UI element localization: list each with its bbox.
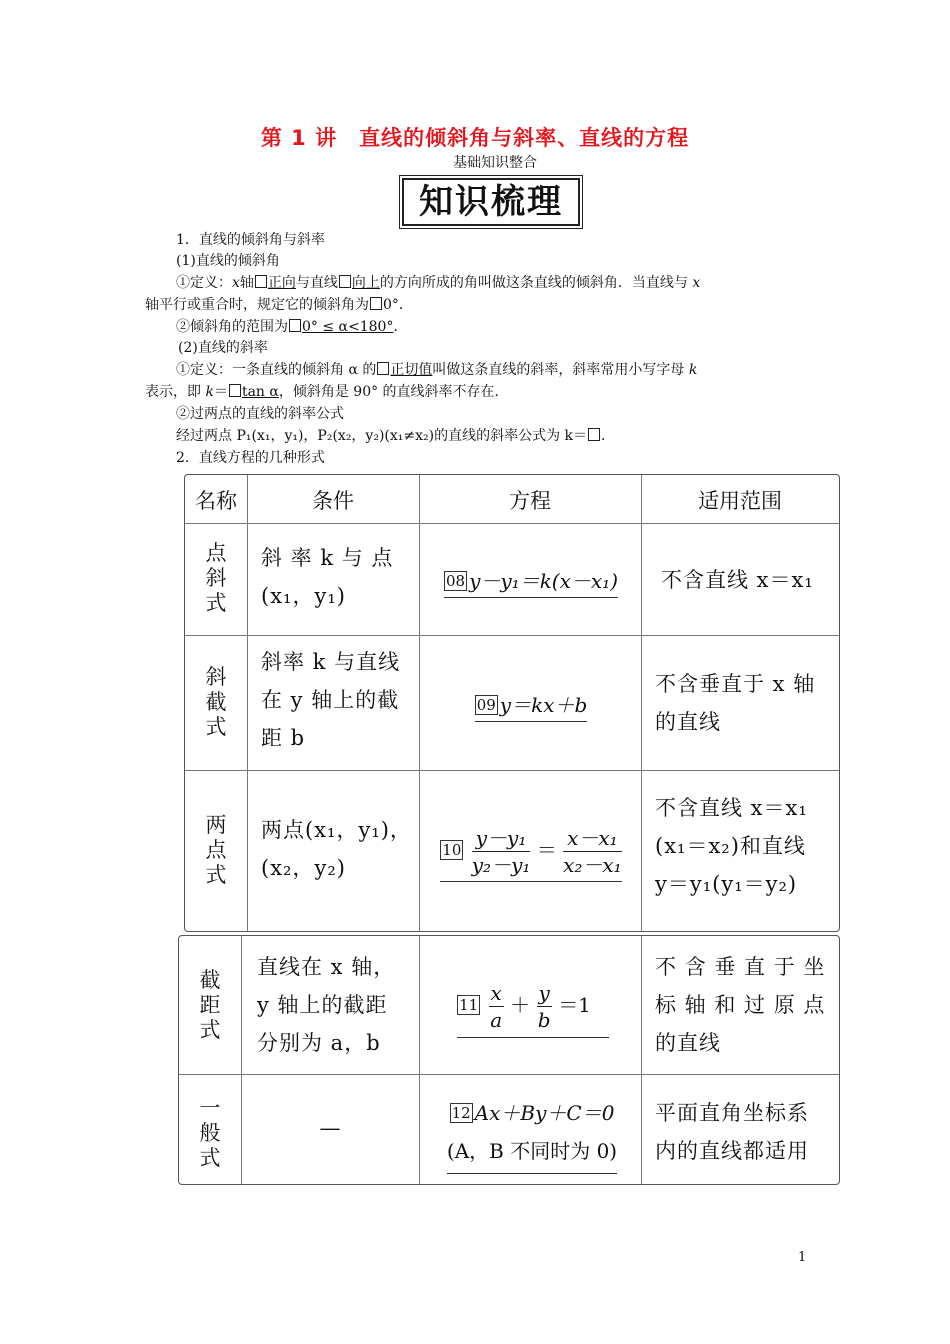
angle-range: ②倾斜角的范围为 0° ≤ α<180°． <box>176 319 408 335</box>
row-range: 平面直角坐标系 内的直线都适用 <box>655 1101 809 1163</box>
row-name-two-point: 两 点 式 <box>205 813 227 887</box>
page-number: 1 <box>798 1250 807 1265</box>
definition-slope-cont: 表示，即 k＝ tan α，倾斜角是 90° 的直线斜率不存在． <box>145 384 509 400</box>
blank-box <box>339 275 351 288</box>
heading-1-2: (2)直线的斜率 <box>178 340 268 356</box>
slope-formula: 经过两点 P₁(x₁，y₁)，P₂(x₂，y₂)(x₁≠x₂)的直线的斜率公式为 k＝ ． <box>176 428 616 444</box>
row-name-general: 一 般 式 <box>199 1096 221 1170</box>
heading-1-1: (1)直线的倾斜角 <box>176 253 280 269</box>
subtitle: 基础知识整合 <box>453 155 537 171</box>
definition-angle: ①定义：x轴 正向与直线 向上的方向所成的角叫做这条直线的倾斜角．当直线与 x <box>176 275 701 291</box>
row-name-slope-intercept: 斜 截 式 <box>205 665 227 739</box>
definition-slope: ①定义：一条直线的倾斜角 α 的 正切值叫做这条直线的斜率，斜率常用小写字母 k <box>176 362 698 378</box>
equation-forms-table-part-1 <box>184 474 840 932</box>
heading-1: 1．直线的倾斜角与斜率 <box>176 232 325 248</box>
row-condition: 两点(x₁，y₁)， (x₂，y₂) <box>261 818 412 880</box>
row-range: 不含直线 x＝x₁ (x₁＝x₂)和直线 y＝y₁(y₁＝y₂) <box>655 796 808 896</box>
row-range: 不含垂直于 x 轴 的直线 <box>655 672 816 734</box>
row-equation: 09 y＝kx＋b <box>433 689 629 722</box>
blank-box <box>255 275 267 288</box>
page-title: 第 1 讲 直线的倾斜角与斜率、直线的方程 <box>260 126 690 150</box>
row-range: 不含直线 x＝x₁ <box>661 568 814 592</box>
header-equation: 方程 <box>509 489 551 513</box>
row-name-point-slope: 点 斜 式 <box>205 541 227 615</box>
blank-box <box>289 319 301 332</box>
row-name-intercept: 截 距 式 <box>199 968 221 1042</box>
formula-heading: ②过两点的直线的斜率公式 <box>176 406 344 422</box>
blank-box <box>229 384 241 397</box>
row-equation: 12 Ax＋By＋C＝0 (A，B 不同时为 0) <box>429 1094 635 1174</box>
row-range: 不 含 垂 直 于 坐 标 轴 和 过 原 点 的直线 <box>655 955 826 1055</box>
header-condition: 条件 <box>312 489 354 513</box>
row-condition: 直线在 x 轴， y 轴上的截距 分别为 a，b <box>257 955 396 1055</box>
definition-angle-cont: 轴平行或重合时，规定它的倾斜角为 0°． <box>145 297 413 313</box>
row-equation: 11 $\frac{x}{a}$ ＋ $\frac{y}{b}$ ＝1 <box>435 980 631 1038</box>
row-equation: 10 $\frac{\text{y－y₁}}{\text{y₂－y₁}}$ ＝ $\frac{\text{x－x₁}}{\text{x₂－x₁}}$ <box>433 825 629 882</box>
row-condition: 斜 率 k 与 点 (x₁，y₁) <box>261 546 394 608</box>
header-name: 名称 <box>195 489 237 513</box>
row-condition: 斜率 k 与直线 在 y 轴上的截 距 b <box>261 650 401 750</box>
blank-box <box>370 297 382 310</box>
blank-box <box>377 362 389 375</box>
heading-2: 2．直线方程的几种形式 <box>176 450 325 466</box>
section-box-title: 知识梳理 <box>402 178 580 226</box>
row-condition: — <box>319 1116 341 1140</box>
blank-box <box>588 428 600 441</box>
header-range: 适用范围 <box>698 489 782 513</box>
row-equation: 08 y－y₁＝k(x－x₁) <box>433 565 629 598</box>
equation-forms-table-part-2 <box>178 935 840 1185</box>
